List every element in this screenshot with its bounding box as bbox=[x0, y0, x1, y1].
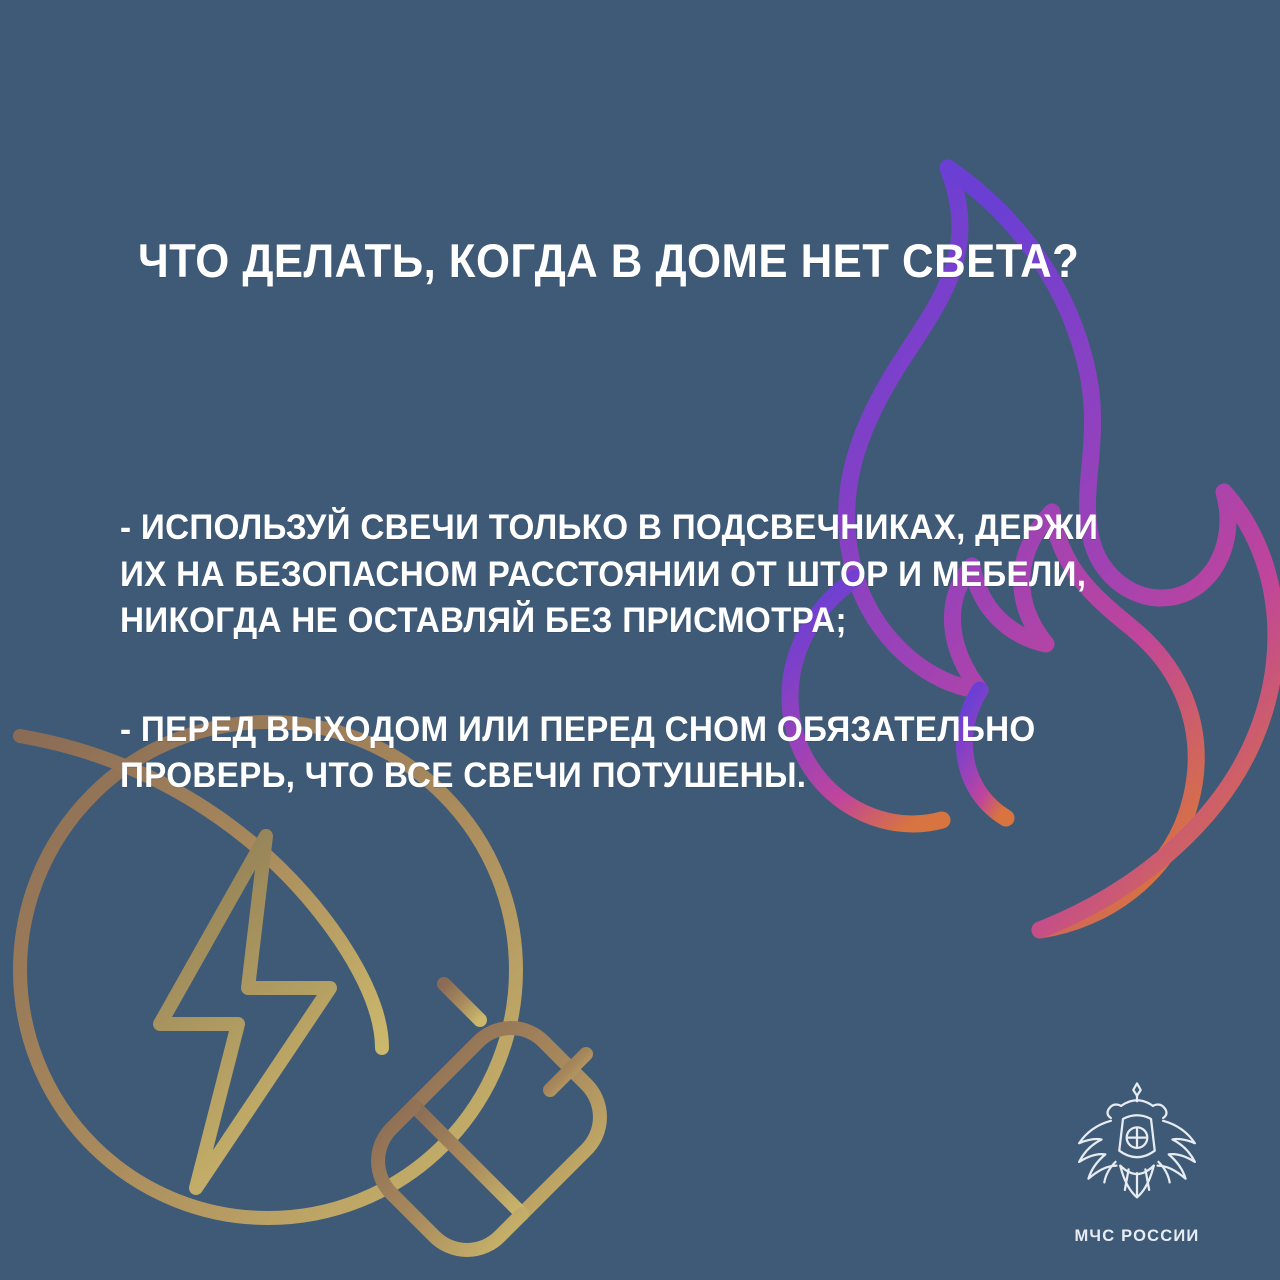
page-title: ЧТО ДЕЛАТЬ, КОГДА В ДОМЕ НЕТ СВЕТА? bbox=[138, 234, 1080, 288]
plug-head-icon bbox=[378, 984, 600, 1250]
lightning-bolt-icon bbox=[160, 836, 330, 1188]
advice-item: - ПЕРЕД ВЫХОДОМ ИЛИ ПЕРЕД СНОМ ОБЯЗАТЕЛЬНО ПРОВЕРЬ, ЧТО ВСЕ СВЕЧИ ПОТУШЕНЫ. bbox=[120, 709, 1036, 796]
advice-list bbox=[120, 505, 1180, 800]
mchs-eagle-emblem-icon bbox=[1067, 1076, 1207, 1216]
emblem-caption: МЧС РОССИИ bbox=[1074, 1227, 1200, 1245]
mchs-emblem bbox=[1052, 1076, 1222, 1246]
advice-item: - ИСПОЛЬЗУЙ СВЕЧИ ТОЛЬКО В ПОДСВЕЧНИКАХ, ДЕРЖИ ИХ НА БЕЗОПАСНОМ РАССТОЯНИИ ОТ ШТОР И МЕБЕЛИ, НИКОГДА НЕ ОСТАВЛЯЙ БЕЗ ПРИСМОТРА; bbox=[120, 508, 1099, 641]
